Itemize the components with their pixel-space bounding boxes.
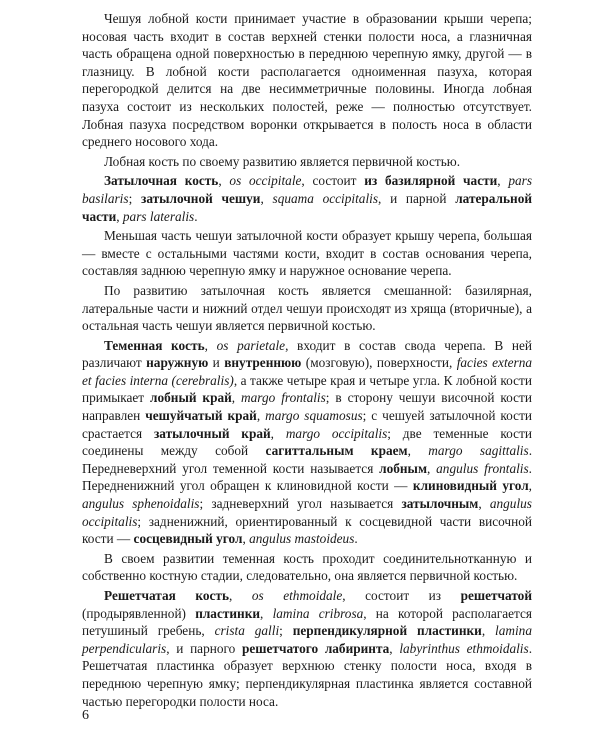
text-run: ;	[279, 623, 293, 639]
text-run: ,	[389, 640, 400, 656]
text-run: ,	[260, 190, 273, 206]
latin-term: pars basilaris	[82, 173, 533, 206]
latin-term: squama occipitalis	[272, 190, 379, 206]
text-run: . Передневерхний угол теменной кости называется	[82, 443, 533, 476]
latin-term: margo sagittalis	[428, 443, 529, 459]
latin-term: margo frontalis	[241, 390, 326, 406]
latin-term: margo occipitalis	[285, 425, 388, 441]
bold-term: латеральной части	[82, 190, 533, 224]
latin-term: labyrinthus ethmoidalis	[399, 640, 529, 656]
text-run: ,	[481, 623, 496, 639]
bold-term: затылочным	[401, 496, 479, 512]
text-run: ,	[116, 208, 123, 224]
bold-term: затылочной чешуи	[140, 190, 261, 206]
bold-term: наружную	[146, 355, 209, 371]
text-run: ,	[407, 443, 429, 459]
paragraph	[82, 282, 532, 335]
paragraph	[82, 10, 532, 151]
text-run: .	[354, 531, 358, 547]
bold-term: клиновидный угол	[412, 478, 529, 494]
bold-term: Затылочная кость	[104, 173, 219, 189]
text-run: ,	[228, 588, 252, 603]
text-run: ,	[478, 496, 490, 512]
text-run: ,	[427, 460, 437, 476]
paragraph	[82, 153, 532, 171]
paragraph	[82, 587, 532, 710]
latin-term: pars lateralis	[122, 208, 195, 224]
text-run: (мозговую), поверхности,	[301, 355, 457, 371]
text-run: В своем развитии теменная кость проходит соединительнотканную и собственно костную стадии, следовательно, она является первичной костью.	[82, 550, 532, 584]
text-run: ; с чешуей затылочной кости срастается	[82, 408, 532, 441]
text-run: Лобная кость по своему развитию является первичной костью.	[104, 153, 461, 169]
bold-term: из базилярной части	[364, 173, 498, 189]
bold-term: чешуйчатый край	[145, 408, 257, 424]
page-number: 6	[82, 708, 89, 723]
text-run: .	[194, 208, 198, 224]
latin-term: angulus mastoideus	[249, 531, 355, 547]
bold-term: лобным	[379, 460, 427, 476]
text-run: , на которой располагается петушиный гребень,	[82, 605, 532, 639]
latin-term: os parietale	[216, 337, 286, 353]
bold-term: решетчатого лабиринта	[241, 640, 390, 656]
latin-term: os occipitale	[229, 173, 302, 189]
text-run: ,	[242, 531, 250, 547]
text-run: ; в сторону чешуи височной кости направлен	[82, 390, 532, 424]
latin-term: lamina perpendicularis	[82, 623, 532, 656]
text-run: , входит в состав свода черепа. В ней различают	[82, 337, 533, 371]
text-run: , и парного	[166, 640, 242, 656]
bold-term: перпендикулярной пластинки	[292, 623, 482, 639]
text-run: ,	[256, 408, 266, 424]
text-run: . Решетчатая пластинка образует верхнюю стенку полости носа, входя в переднюю черепную ямку; перпендикулярная пластинка является составной частью перегородки полости носа.	[82, 640, 533, 709]
text-run: , а также четыре края и четыре угла. К лобной кости примыкает	[82, 372, 532, 406]
bold-term: решетчатой	[460, 588, 532, 603]
text-run: ,	[231, 390, 242, 406]
latin-term: angulus sphenoidalis	[82, 496, 200, 512]
text-run: Чешуя лобной кости принимает участие в образовании крыши черепа; носовая часть входит в состав верхней стенки полости носа, а глазничная часть обращена одной поверхностью в переднюю черепную ямку, другой — в глазницу. В лобной кости располагается одноименная пазуха, которая перегородкой делится на две несимметричные половины. Иногда лобная пазуха состоит из нескольких полостей, реже — полностью отсутствует. Лобная пазуха посредством воронки открывается в полость носа в области среднего носового хода.	[82, 11, 532, 150]
bold-term: внутреннюю	[224, 355, 302, 371]
latin-term: margo squamosus	[265, 408, 363, 424]
text-run: ; задневерхний угол называется	[199, 496, 402, 512]
text-run: ,	[204, 337, 217, 353]
text-run: ,	[497, 173, 509, 189]
bold-term: Теменная кость	[104, 337, 205, 353]
paragraph	[82, 172, 532, 225]
latin-term: os ethmoidale	[251, 588, 343, 603]
latin-term: facies externa et facies interna (cerebralis)	[82, 355, 533, 388]
text-run: , состоит из	[342, 588, 461, 603]
paragraph	[82, 227, 532, 280]
latin-term: crista galli	[214, 623, 280, 639]
text-run: . Передненижний угол обращен к клиновидной кости —	[82, 460, 532, 494]
text-run: По развитию затылочная кость является смешанной: базилярная, латеральные части и нижний отдел чешуи происходят из хряща (вторичные), а остальная часть чешуи является первичной костью.	[82, 282, 532, 334]
text-run: и	[208, 355, 225, 371]
bold-term: сагиттальным краем	[265, 443, 408, 459]
text-run: ; две теменные кости соединены между собой	[82, 425, 532, 459]
latin-term: angulus occipitalis	[82, 496, 532, 529]
text-run: ,	[528, 478, 532, 494]
bold-term: сосцевидный угол	[133, 531, 243, 547]
bold-term: Решетчатая кость	[104, 588, 229, 603]
text-run: ,	[218, 173, 230, 189]
latin-term: lamina cribrosa	[272, 605, 364, 621]
text-run: Меньшая часть чешуи затылочной кости образует крышу черепа, большая — вместе с остальными частями кости, входит в состав основания черепа, составляя заднюю черепную ямку и наружное основание черепа.	[82, 228, 532, 279]
bold-term: лобный край	[150, 390, 232, 406]
paragraph	[82, 550, 532, 585]
text-run: (продырявленной)	[82, 605, 196, 621]
bold-term: затылочный край	[153, 425, 271, 441]
bold-term: пластинки	[195, 605, 261, 621]
text-run: , состоит	[301, 173, 365, 189]
body-text	[82, 10, 532, 710]
text-run: ,	[270, 425, 286, 441]
text-run: ; задненижний, ориентированный к сосцевидной части височной кости —	[82, 513, 532, 547]
latin-term: angulus frontalis	[436, 460, 529, 476]
text-run: ,	[260, 605, 273, 621]
text-run: ;	[128, 190, 141, 206]
text-run: , и парной	[378, 190, 456, 206]
paragraph	[82, 337, 532, 548]
